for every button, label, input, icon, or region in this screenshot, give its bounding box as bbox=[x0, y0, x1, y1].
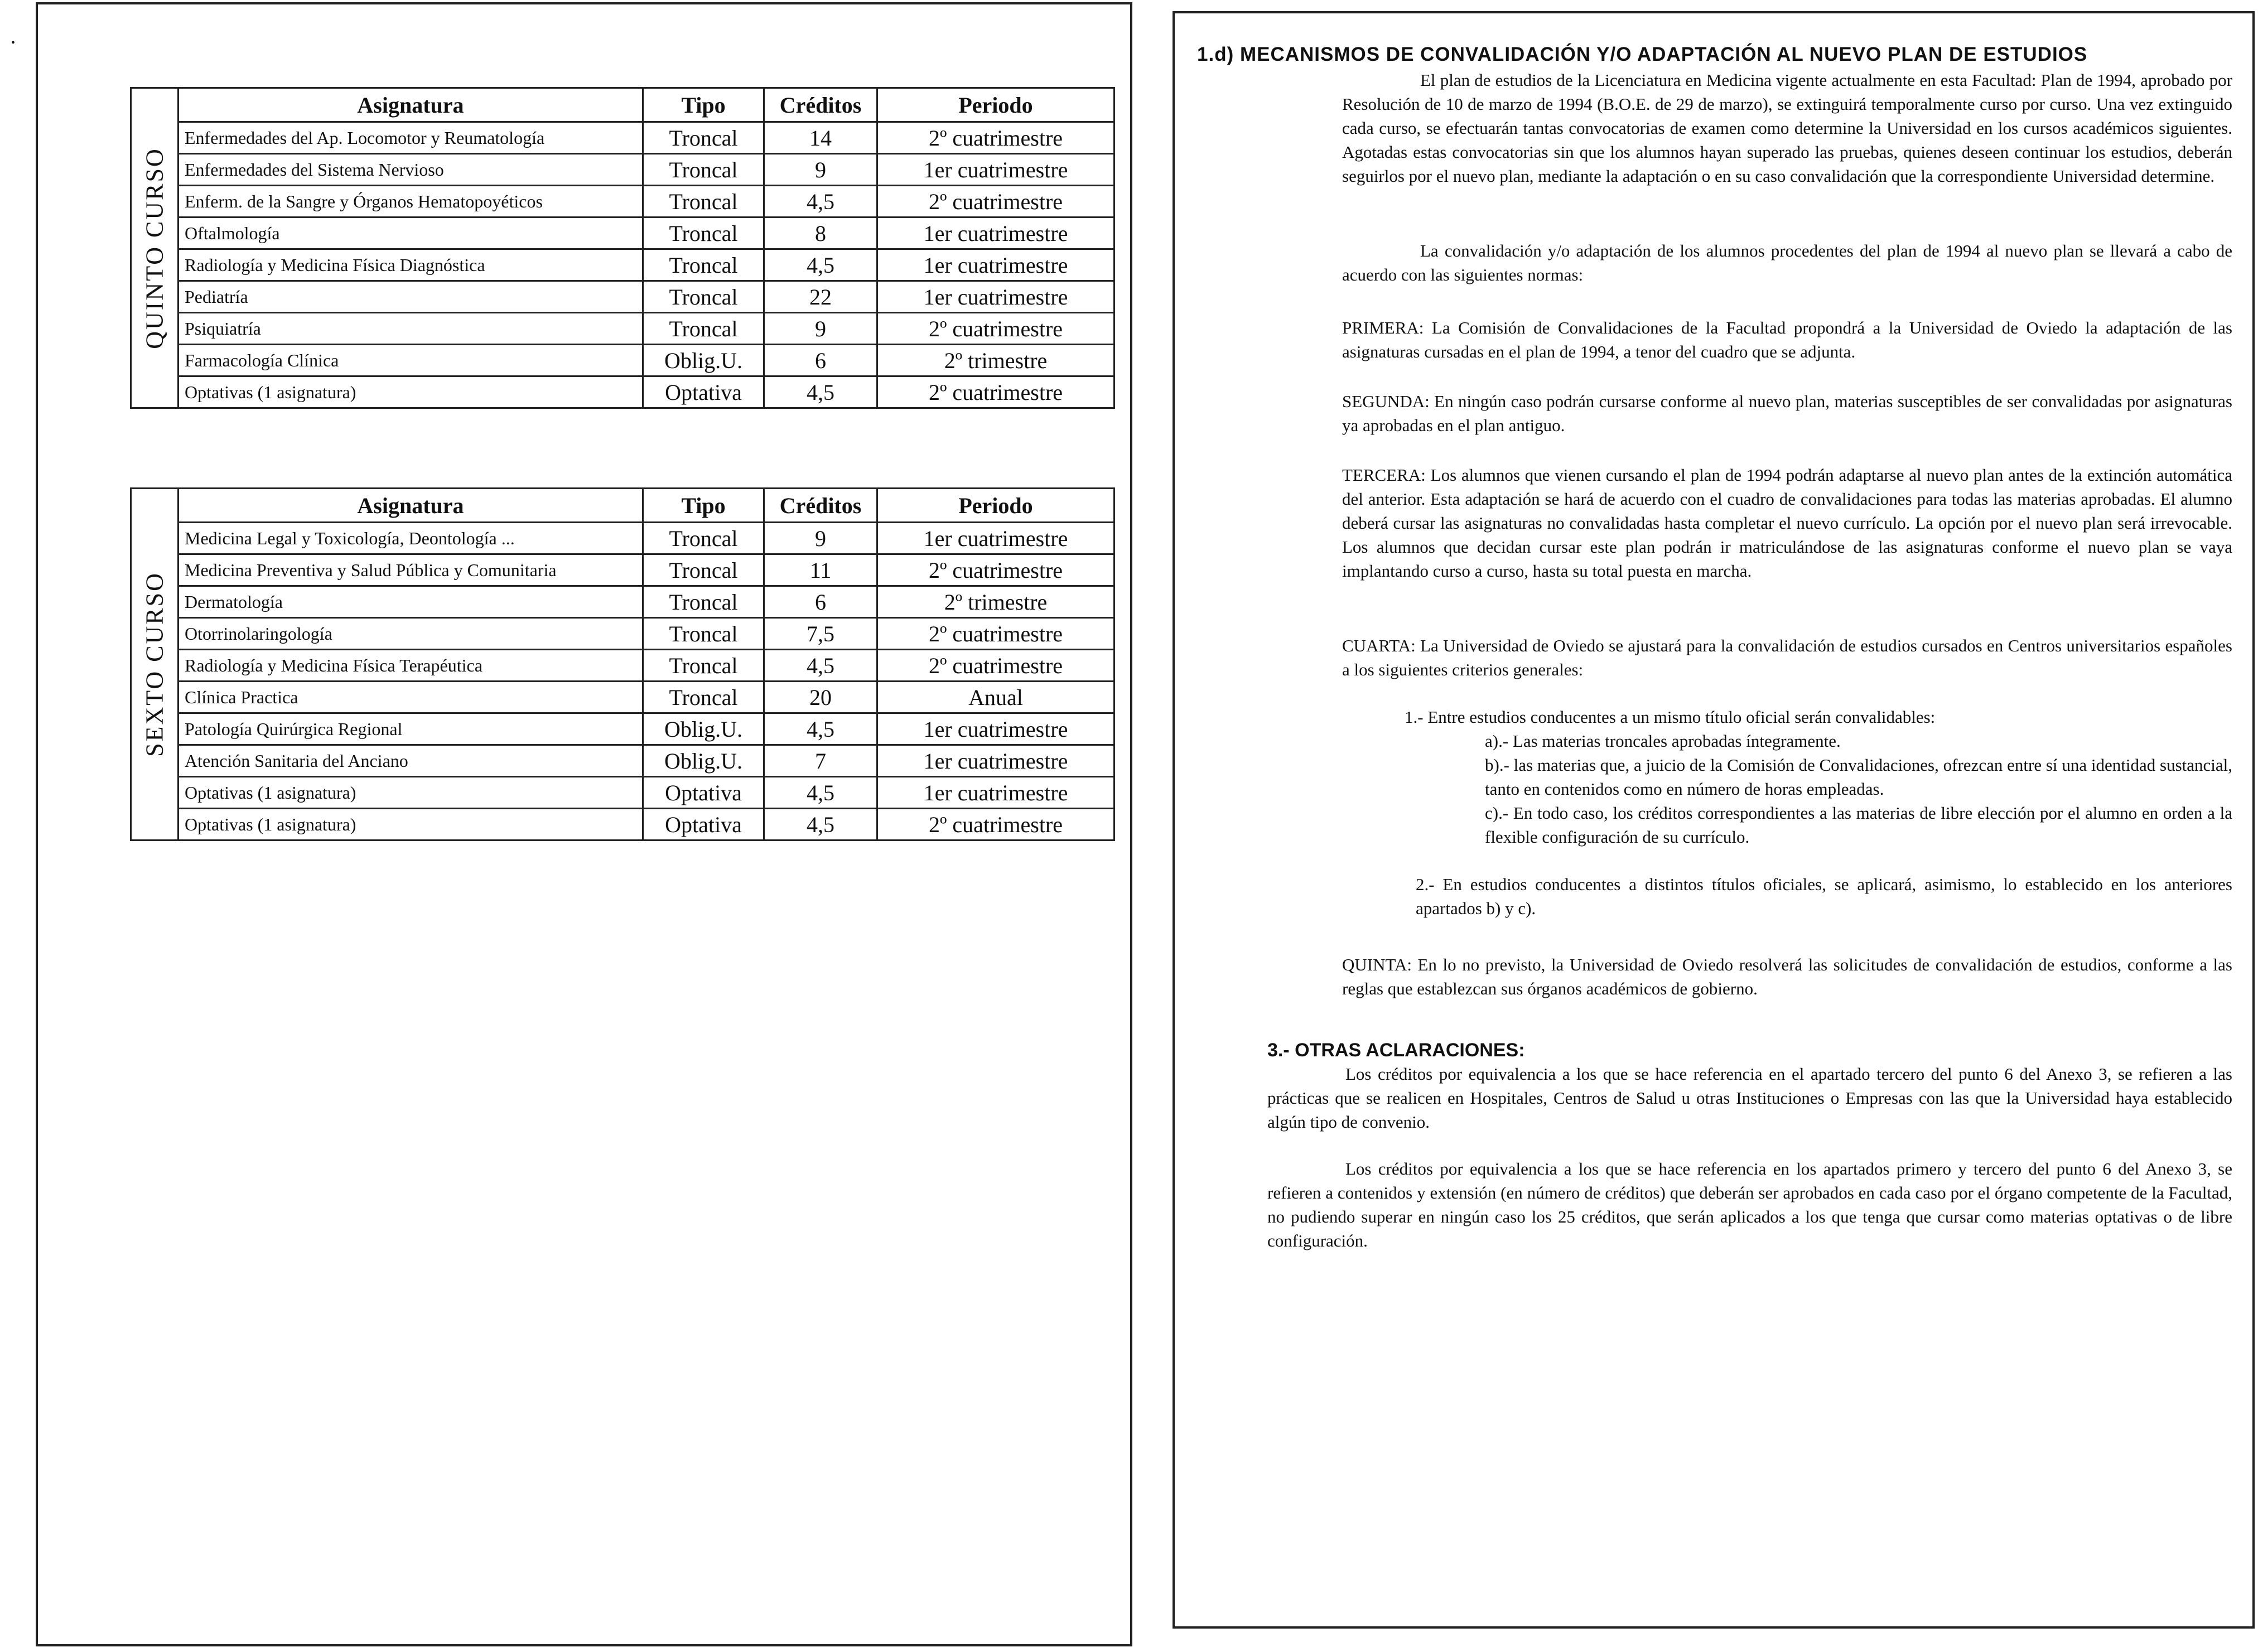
cell-asignatura: Radiología y Medicina Física Terapéutica bbox=[178, 650, 643, 682]
cell-creditos: 6 bbox=[764, 586, 877, 618]
cell-asignatura: Optativas (1 asignatura) bbox=[178, 777, 643, 809]
cell-creditos: 6 bbox=[764, 345, 877, 376]
scan-speck: • bbox=[11, 37, 16, 49]
cell-creditos: 20 bbox=[764, 682, 877, 713]
table-row bbox=[131, 713, 1114, 745]
table-row bbox=[131, 809, 1114, 841]
cell-periodo: 2º cuatrimestre bbox=[877, 376, 1114, 408]
norma-tercera: TERCERA: Los alumnos que vienen cursando el plan de 1994 podrán adaptarse al nuevo plan antes de la extinción automática del anterior. Esta adaptación se hará de acuerdo con el cuadro de convalidaciones para todas las materias aprobadas. El alumno deberá cursar las asignaturas no convalidadas hasta completar el nuevo currículo. La opción por el nuevo plan será irrevocable. Los alumnos que decidan cursar este plan podrán ir matriculándose de las asignaturas conforme el nuevo plan se vaya implantando curso a curso, hasta su total puesta en marcha. bbox=[1342, 465, 2232, 581]
section-heading: 1.d) MECANISMOS DE CONVALIDACIÓN Y/O ADAPTACIÓN AL NUEVO PLAN DE ESTUDIOS bbox=[1197, 44, 2088, 65]
table-row bbox=[131, 745, 1114, 777]
cell-asignatura: Medicina Preventiva y Salud Pública y Comunitaria bbox=[178, 554, 643, 586]
cell-creditos: 4,5 bbox=[764, 713, 877, 745]
left-page bbox=[36, 2, 1132, 1646]
cell-periodo: 2º trimestre bbox=[877, 586, 1114, 618]
cell-tipo: Oblig.U. bbox=[643, 713, 764, 745]
cell-periodo: 1er cuatrimestre bbox=[877, 777, 1114, 809]
cell-asignatura: Atención Sanitaria del Anciano bbox=[178, 745, 643, 777]
criterio-2: 2.- En estudios conducentes a distintos títulos oficiales, se aplicará, asimismo, lo establecido en los anteriores apartados b) y c). bbox=[1416, 875, 2232, 918]
cell-creditos: 7 bbox=[764, 745, 877, 777]
cell-creditos: 4,5 bbox=[764, 186, 877, 218]
cell-creditos: 4,5 bbox=[764, 376, 877, 408]
table-row bbox=[131, 345, 1114, 376]
cell-creditos: 14 bbox=[764, 122, 877, 154]
norma-segunda: SEGUNDA: En ningún caso podrán cursarse conforme al nuevo plan, materias susceptibles de ser convalidadas por asignaturas ya aprobadas en el plan antiguo. bbox=[1342, 392, 2232, 435]
cell-periodo: 2º cuatrimestre bbox=[877, 809, 1114, 841]
table-row bbox=[131, 777, 1114, 809]
cell-tipo: Troncal bbox=[643, 218, 764, 249]
table-row bbox=[131, 249, 1114, 281]
header-asignatura: Asignatura bbox=[178, 88, 643, 122]
cell-tipo: Troncal bbox=[643, 122, 764, 154]
cell-asignatura: Enfermedades del Sistema Nervioso bbox=[178, 154, 643, 186]
table-row bbox=[131, 554, 1114, 586]
quinto-curso-table bbox=[130, 87, 1115, 409]
cell-tipo: Troncal bbox=[643, 554, 764, 586]
otras-paragraph-2: Los créditos por equivalencia a los que se hace referencia en los apartados primero y tercero del punto 6 del Anexo 3, se refieren a contenidos y extensión (en número de créditos) que deberán ser aprobados en cada caso por el órgano competente de la Facultad, no pudiendo superar en ningún caso los 25 créditos, que serán aplicados a los que tenga que cursar como materias optativas o de libre configuración. bbox=[1267, 1159, 2232, 1250]
sexto-curso-table bbox=[130, 487, 1115, 841]
cell-periodo: 2º cuatrimestre bbox=[877, 650, 1114, 682]
cell-tipo: Optativa bbox=[643, 376, 764, 408]
cell-asignatura: Optativas (1 asignatura) bbox=[178, 809, 643, 841]
cell-periodo: 2º cuatrimestre bbox=[877, 554, 1114, 586]
table-row bbox=[131, 682, 1114, 713]
table-header-row bbox=[131, 88, 1114, 122]
side-label: QUINTO CURSO bbox=[141, 147, 168, 349]
cell-asignatura: Dermatología bbox=[178, 586, 643, 618]
table-header-row bbox=[131, 489, 1114, 523]
header-periodo: Periodo bbox=[877, 489, 1114, 523]
cell-tipo: Troncal bbox=[643, 313, 764, 345]
cell-tipo: Troncal bbox=[643, 682, 764, 713]
intro-paragraph-2: La convalidación y/o adaptación de los alumnos procedentes del plan de 1994 al nuevo plan se llevará a cabo de acuerdo con las siguientes normas: bbox=[1342, 241, 2232, 284]
cell-periodo: 1er cuatrimestre bbox=[877, 745, 1114, 777]
cell-tipo: Troncal bbox=[643, 281, 764, 313]
cell-periodo: 2º cuatrimestre bbox=[877, 186, 1114, 218]
cell-periodo: 1er cuatrimestre bbox=[877, 713, 1114, 745]
cell-periodo: 2º cuatrimestre bbox=[877, 618, 1114, 650]
right-page bbox=[1173, 11, 2255, 1629]
cell-asignatura: Otorrinolaringología bbox=[178, 618, 643, 650]
side-label: SEXTO CURSO bbox=[141, 572, 168, 757]
cell-creditos: 8 bbox=[764, 218, 877, 249]
cell-tipo: Troncal bbox=[643, 186, 764, 218]
cell-asignatura: Oftalmología bbox=[178, 218, 643, 249]
cell-tipo: Troncal bbox=[643, 586, 764, 618]
table-row bbox=[131, 523, 1114, 554]
cell-creditos: 22 bbox=[764, 281, 877, 313]
cell-asignatura: Enferm. de la Sangre y Órganos Hematopoyéticos bbox=[178, 186, 643, 218]
cell-creditos: 4,5 bbox=[764, 650, 877, 682]
cell-creditos: 9 bbox=[764, 154, 877, 186]
table-row bbox=[131, 586, 1114, 618]
header-periodo: Periodo bbox=[877, 88, 1114, 122]
cell-tipo: Optativa bbox=[643, 777, 764, 809]
cell-tipo: Troncal bbox=[643, 249, 764, 281]
cell-periodo: 1er cuatrimestre bbox=[877, 154, 1114, 186]
table-row bbox=[131, 122, 1114, 154]
cell-periodo: 2º trimestre bbox=[877, 345, 1114, 376]
cell-asignatura: Medicina Legal y Toxicología, Deontología ... bbox=[178, 523, 643, 554]
header-creditos: Créditos bbox=[764, 489, 877, 523]
cell-creditos: 7,5 bbox=[764, 618, 877, 650]
header-tipo: Tipo bbox=[643, 489, 764, 523]
cell-tipo: Optativa bbox=[643, 809, 764, 841]
cell-tipo: Troncal bbox=[643, 523, 764, 554]
table-row bbox=[131, 618, 1114, 650]
table-row bbox=[131, 313, 1114, 345]
cell-periodo: 2º cuatrimestre bbox=[877, 122, 1114, 154]
cell-periodo: Anual bbox=[877, 682, 1114, 713]
side-label-cell bbox=[131, 489, 178, 841]
table-row bbox=[131, 376, 1114, 408]
norma-quinta: QUINTA: En lo no previsto, la Universidad de Oviedo resolverá las solicitudes de convalidación de estudios, conforme a las reglas que establezcan sus órganos académicos de gobierno. bbox=[1342, 955, 2232, 998]
header-tipo: Tipo bbox=[643, 88, 764, 122]
side-label-cell bbox=[131, 88, 178, 408]
cell-creditos: 9 bbox=[764, 523, 877, 554]
cell-asignatura: Pediatría bbox=[178, 281, 643, 313]
cell-asignatura: Clínica Practica bbox=[178, 682, 643, 713]
cell-creditos: 4,5 bbox=[764, 777, 877, 809]
table-row bbox=[131, 281, 1114, 313]
table-row bbox=[131, 650, 1114, 682]
criterio-1a: a).- Las materias troncales aprobadas íntegramente. bbox=[1485, 731, 1841, 751]
otras-paragraph-1: Los créditos por equivalencia a los que se hace referencia en el apartado tercero del punto 6 del Anexo 3, se refieren a las prácticas que se realicen en Hospitales, Centros de Salud u otras Instituciones o Empresas con las que la Universidad haya establecido algún tipo de convenio. bbox=[1267, 1064, 2232, 1132]
table-row bbox=[131, 186, 1114, 218]
cell-periodo: 1er cuatrimestre bbox=[877, 523, 1114, 554]
intro-paragraph-1: El plan de estudios de la Licenciatura en Medicina vigente actualmente en esta Facultad: Plan de 1994, aprobado por Resolución de 10 de marzo de 1994 (B.O.E. de 29 de marzo), se extinguirá temporalmente curso por curso. Una vez extinguido cada curso, se efectuarán tantas convocatorias de examen como determine la Universidad en los cursos académicos siguientes. Agotadas estas convocatorias sin que los alumnos hayan superado las pruebas, quienes deseen continuar los estudios, deberán seguirlos por el nuevo plan, mediante la adaptación o en su caso convalidación que la correspondiente Universidad determine. bbox=[1342, 70, 2232, 186]
cell-tipo: Troncal bbox=[643, 154, 764, 186]
norma-primera: PRIMERA: La Comisión de Convalidaciones de la Facultad propondrá a la Universidad de Oviedo la adaptación de las asignaturas cursadas en el plan de 1994, a tenor del cuadro que se adjunta. bbox=[1342, 318, 2232, 361]
cell-tipo: Oblig.U. bbox=[643, 345, 764, 376]
cell-creditos: 4,5 bbox=[764, 809, 877, 841]
cell-tipo: Troncal bbox=[643, 618, 764, 650]
cell-asignatura: Psiquiatría bbox=[178, 313, 643, 345]
header-creditos: Créditos bbox=[764, 88, 877, 122]
cell-asignatura: Radiología y Medicina Física Diagnóstica bbox=[178, 249, 643, 281]
criterio-1b: b).- las materias que, a juicio de la Comisión de Convalidaciones, ofrezcan entre sí una identidad sustancial, tanto en contenidos como en número de horas empleadas. bbox=[1485, 755, 2232, 799]
cell-tipo: Oblig.U. bbox=[643, 745, 764, 777]
cell-creditos: 9 bbox=[764, 313, 877, 345]
cell-periodo: 1er cuatrimestre bbox=[877, 281, 1114, 313]
cell-asignatura: Patología Quirúrgica Regional bbox=[178, 713, 643, 745]
cell-periodo: 2º cuatrimestre bbox=[877, 313, 1114, 345]
cell-periodo: 1er cuatrimestre bbox=[877, 218, 1114, 249]
cell-creditos: 4,5 bbox=[764, 249, 877, 281]
cell-asignatura: Optativas (1 asignatura) bbox=[178, 376, 643, 408]
table-row bbox=[131, 218, 1114, 249]
cell-asignatura: Farmacología Clínica bbox=[178, 345, 643, 376]
cell-periodo: 1er cuatrimestre bbox=[877, 249, 1114, 281]
norma-cuarta: CUARTA: La Universidad de Oviedo se ajustará para la convalidación de estudios cursados en Centros universitarios españoles a los siguientes criterios generales: bbox=[1342, 636, 2232, 679]
criterio-1c: c).- En todo caso, los créditos correspondientes a las materias de libre elección por el alumno en orden a la flexible configuración de su currículo. bbox=[1485, 803, 2232, 847]
cell-creditos: 11 bbox=[764, 554, 877, 586]
table-row bbox=[131, 154, 1114, 186]
criterio-1: 1.- Entre estudios conducentes a un mismo título oficial serán convalidables: bbox=[1405, 707, 1936, 727]
section-heading-2: 3.- OTRAS ACLARACIONES: bbox=[1267, 1040, 1525, 1061]
header-asignatura: Asignatura bbox=[178, 489, 643, 523]
cell-tipo: Troncal bbox=[643, 650, 764, 682]
cell-asignatura: Enfermedades del Ap. Locomotor y Reumatología bbox=[178, 122, 643, 154]
